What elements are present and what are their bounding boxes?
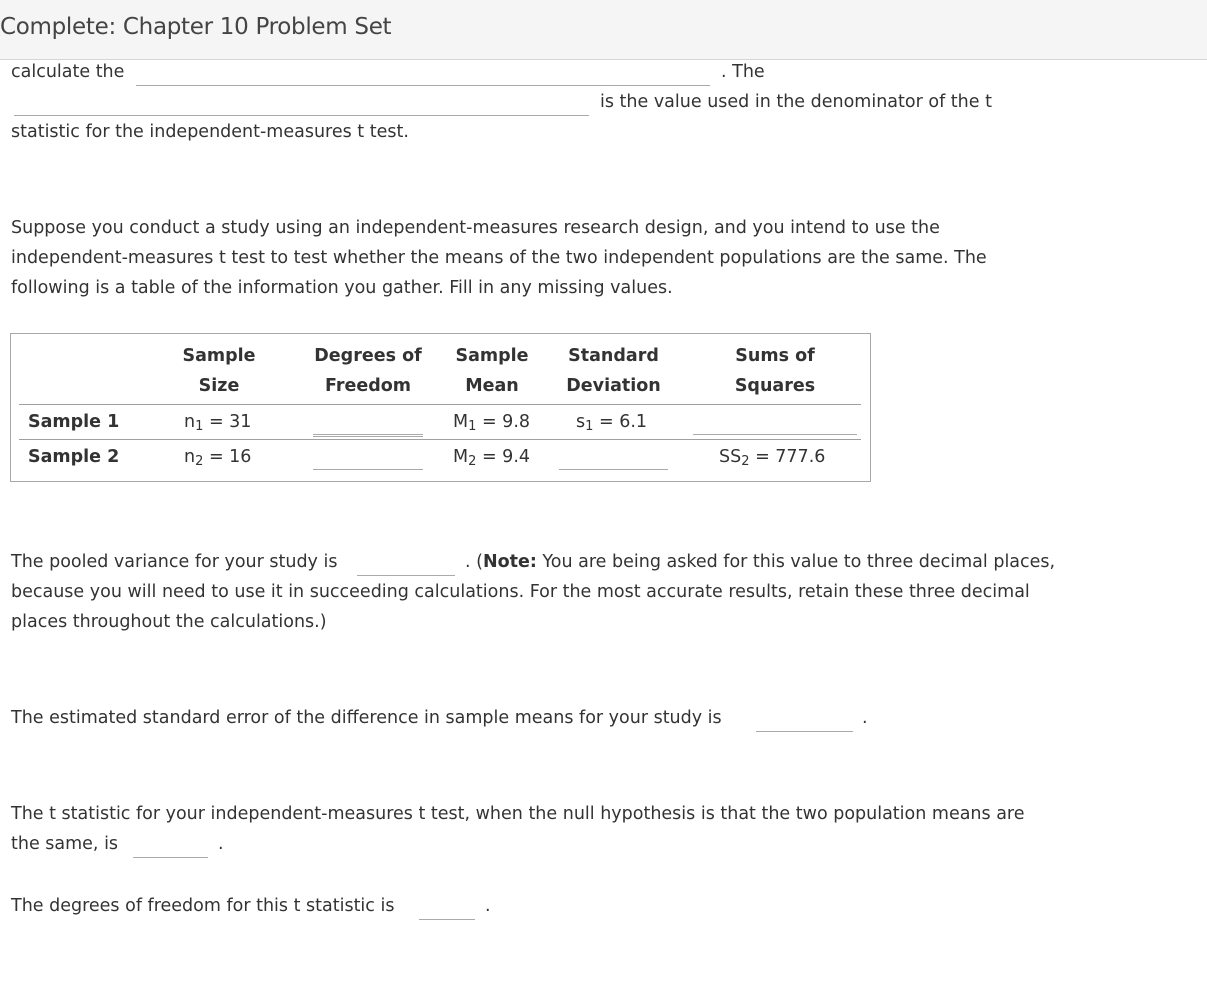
pooled-note-text: . (Note: You are being asked for this value to three decimal places, bbox=[465, 552, 1056, 572]
pooled-variance-text: The pooled variance for your study is bbox=[11, 552, 338, 572]
t-statistic-period: . bbox=[218, 834, 224, 854]
pooled-note-line-3: places throughout the calculations.) bbox=[11, 612, 327, 632]
standard-error-period: . bbox=[862, 708, 868, 728]
sample-2-ss: $SS_2 = 777.6$ bbox=[719, 447, 826, 469]
degrees-of-freedom-period: . bbox=[485, 896, 491, 916]
pooled-note-line-2: because you will need to use it in succeeding calculations. For the most accurate results, retain these three decimal bbox=[11, 582, 1030, 602]
scenario-line-1: Suppose you conduct a study using an independent-measures research design, and you intend to use the bbox=[11, 218, 940, 238]
sample-2-df-input[interactable] bbox=[313, 447, 423, 470]
header-sample-mean: Sample Mean bbox=[455, 346, 529, 396]
answer-blank-2[interactable] bbox=[14, 93, 589, 116]
scenario-line-2: independent-measures t test to test whether the means of the two independent populations are the same. The bbox=[11, 248, 987, 268]
table-header-rule bbox=[19, 404, 861, 405]
row-label-sample-1: Sample 1 bbox=[28, 412, 120, 432]
scenario-line-3: following is a table of the information you gather. Fill in any missing values. bbox=[11, 278, 673, 298]
intro-calculate-text: calculate the bbox=[11, 62, 125, 82]
t-statistic-text: The t statistic for your independent-measures t test, when the null hypothesis is that the two population means are bbox=[11, 804, 1025, 824]
row-label-sample-2: Sample 2 bbox=[28, 447, 120, 467]
sample-data-table bbox=[10, 333, 871, 482]
degrees-of-freedom-input[interactable] bbox=[419, 897, 475, 920]
table-row-rule bbox=[19, 439, 861, 440]
header-degrees-of-freedom: Degrees of Freedom bbox=[314, 346, 422, 396]
sample-1-ss-input[interactable] bbox=[693, 412, 857, 435]
intro-denominator-text: is the value used in the denominator of the t bbox=[600, 92, 992, 112]
sample-2-sd-input[interactable] bbox=[559, 447, 668, 470]
header-standard-deviation: Standard Deviation bbox=[566, 346, 661, 396]
pooled-variance-input[interactable] bbox=[357, 553, 455, 576]
sample-2-mean: $M_2 = 9.4$ bbox=[453, 447, 531, 469]
degrees-of-freedom-text: The degrees of freedom for this t statistic is bbox=[11, 896, 395, 916]
header-sample-size: Sample Size bbox=[182, 346, 256, 396]
standard-error-text: The estimated standard error of the difference in sample means for your study is bbox=[11, 708, 722, 728]
sample-1-sd: $s_1 = 6.1$ bbox=[576, 412, 648, 434]
sample-1-size: $n_1 = 31$ bbox=[184, 412, 252, 434]
answer-blank-1[interactable] bbox=[136, 63, 710, 86]
page-title: Complete: Chapter 10 Problem Set bbox=[0, 14, 392, 40]
intro-statistic-text: statistic for the independent-measures t test. bbox=[11, 122, 409, 142]
intro-the-text: . The bbox=[721, 62, 765, 82]
sample-1-df-input[interactable] bbox=[313, 412, 423, 437]
t-statistic-text-2: the same, is bbox=[11, 834, 119, 854]
t-statistic-input[interactable] bbox=[133, 835, 208, 858]
sample-1-mean: $M_1 = 9.8$ bbox=[453, 412, 531, 434]
page-header bbox=[0, 0, 1207, 60]
sample-2-size: $n_2 = 16$ bbox=[184, 447, 252, 469]
header-sums-of-squares: Sums of Squares bbox=[734, 346, 816, 396]
standard-error-input[interactable] bbox=[756, 709, 853, 732]
